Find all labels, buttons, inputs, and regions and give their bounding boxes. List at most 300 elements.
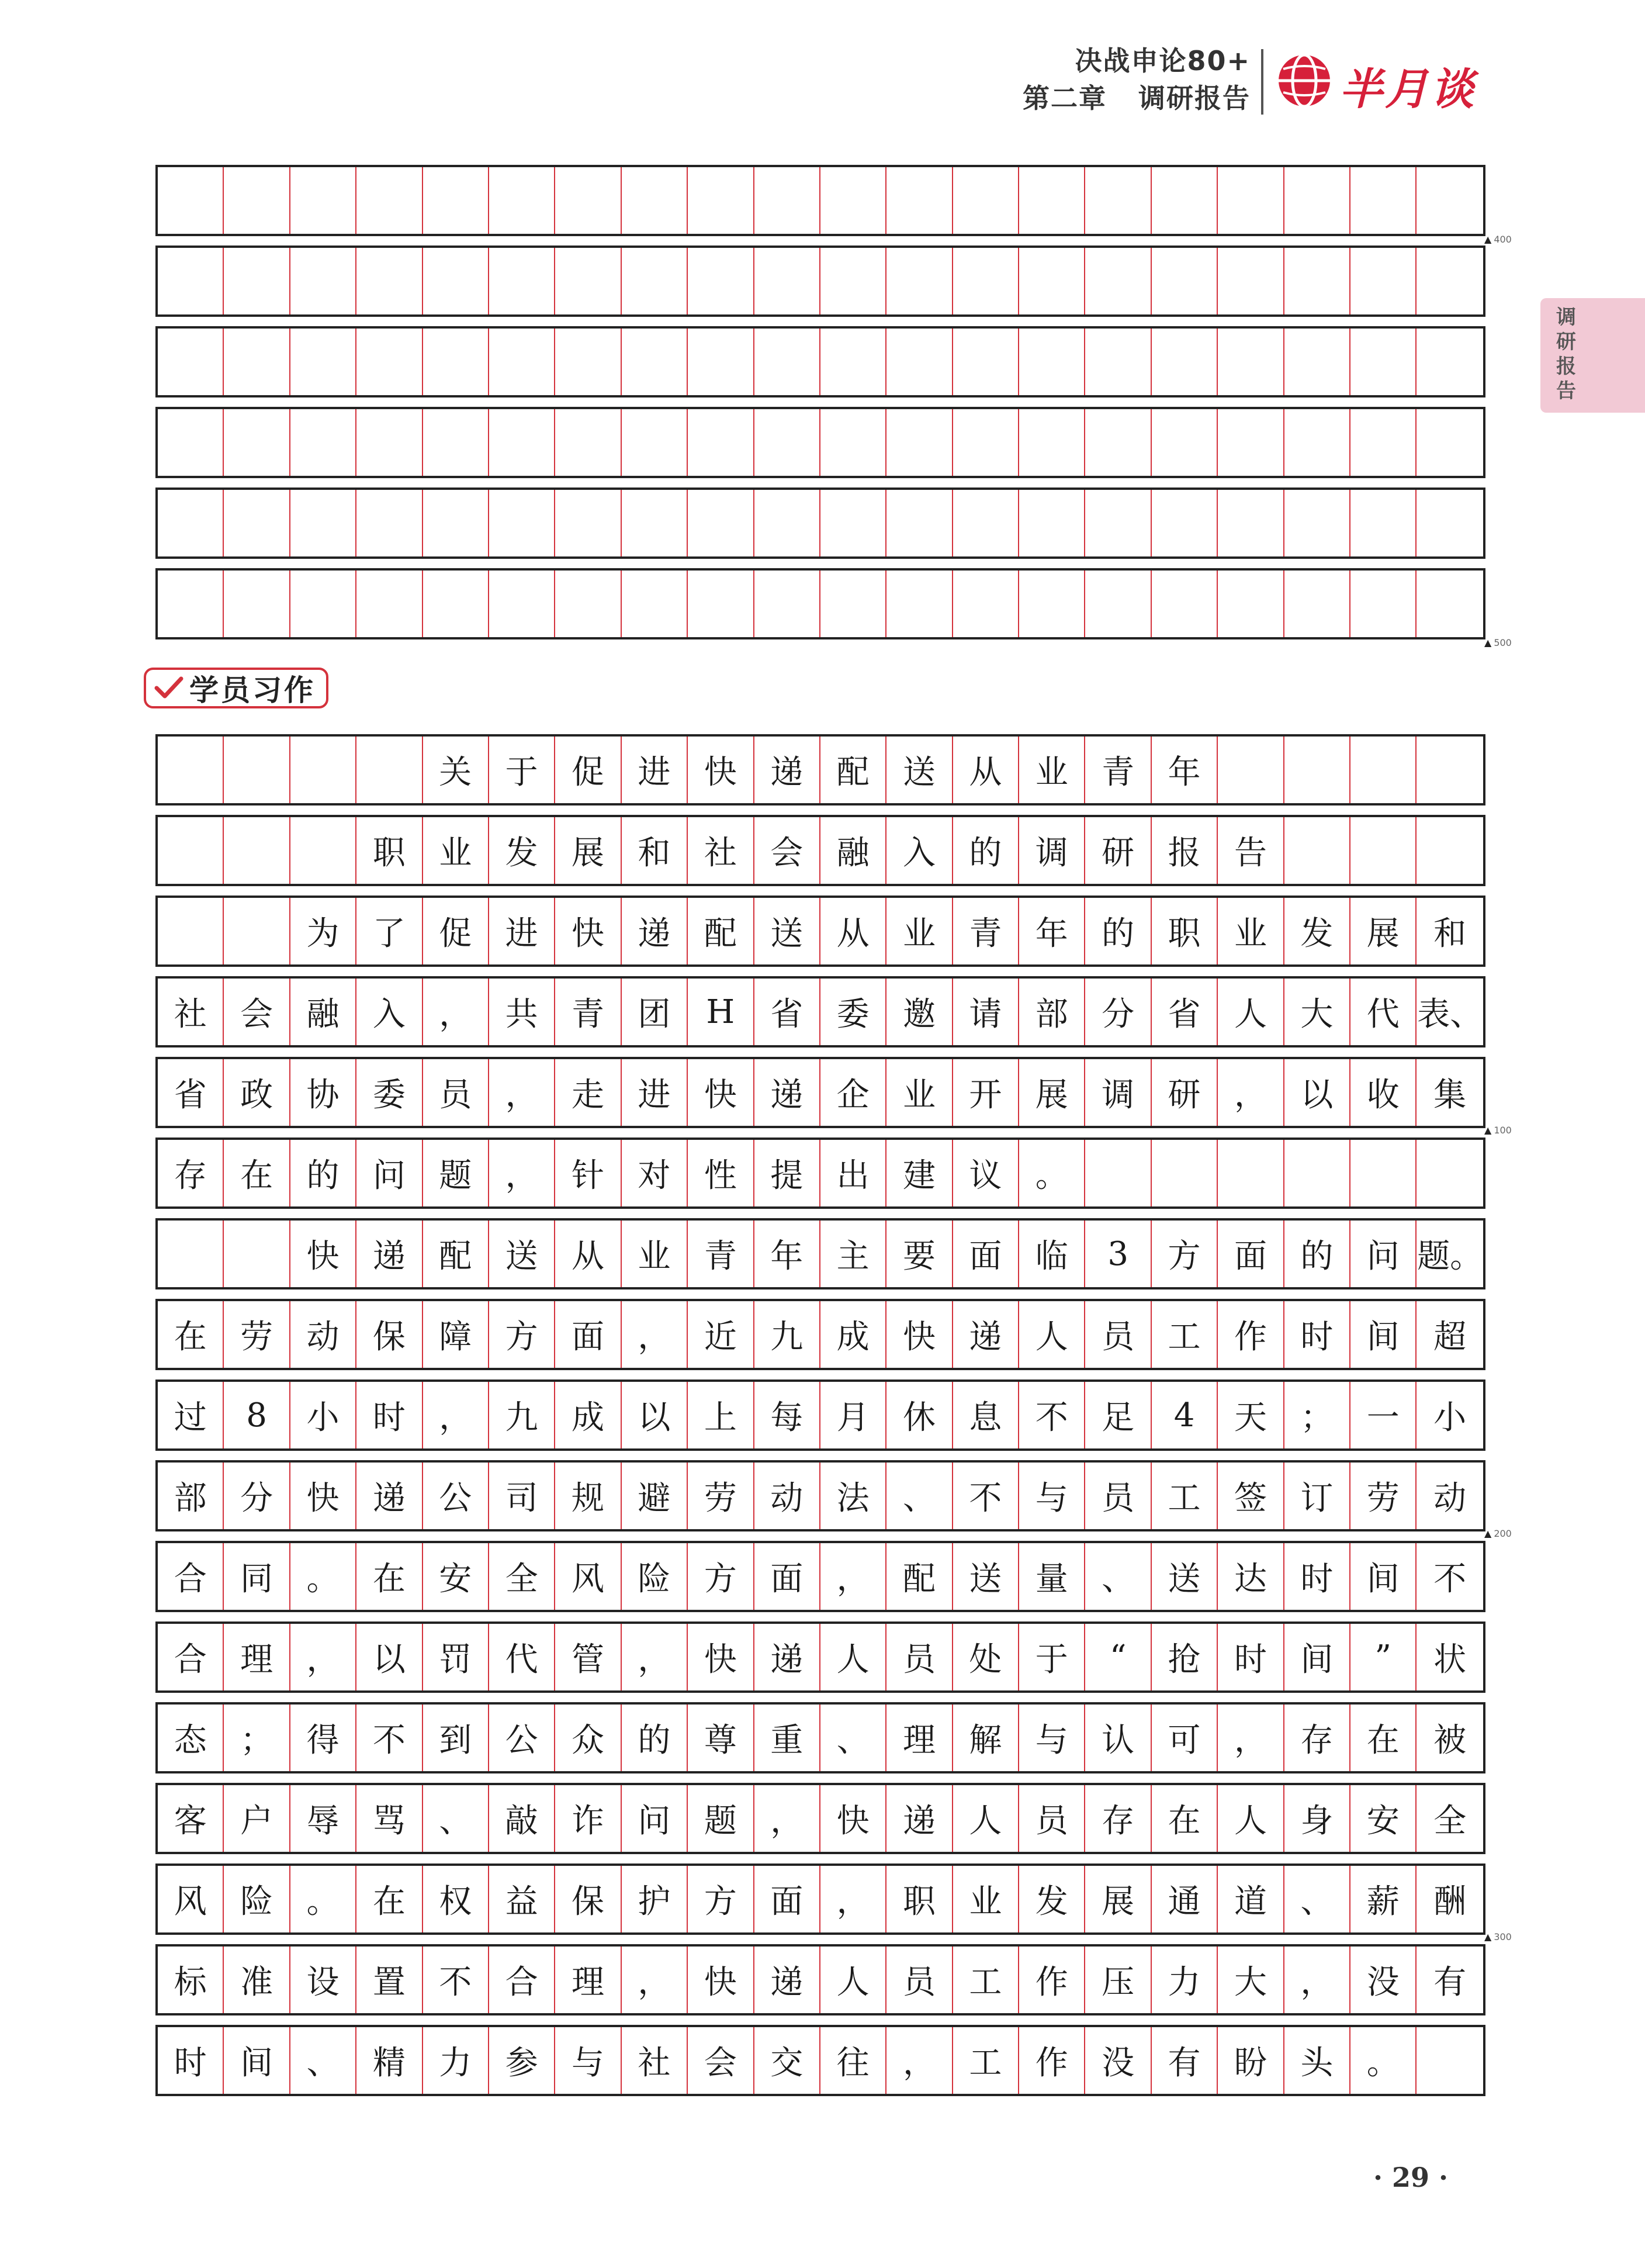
grid-cell: 与 xyxy=(555,2027,621,2094)
grid-cell: 在 xyxy=(356,1866,422,1932)
grid-cell: 建 xyxy=(886,1140,953,1206)
grid-cell: 3 xyxy=(1085,1221,1151,1287)
grid-cell xyxy=(688,167,754,234)
grid-cell: 会 xyxy=(754,817,820,884)
grid-cell: 管 xyxy=(555,1624,621,1690)
grid-cell: 没 xyxy=(1085,2027,1151,2094)
grid-cell: 青 xyxy=(953,898,1019,964)
grid-cell: 有 xyxy=(1152,2027,1218,2094)
page-number xyxy=(1373,2162,1448,2193)
word-count-marker: ▲ 400 xyxy=(1484,234,1512,245)
grid-cell xyxy=(622,409,688,476)
grid-cell: 年 xyxy=(1152,737,1218,803)
grid-cell: 提 xyxy=(754,1140,820,1206)
grid-cell xyxy=(356,167,422,234)
grid-cell xyxy=(1218,329,1284,395)
grid-cell: 递 xyxy=(754,1624,820,1690)
grid-cell: 调 xyxy=(1019,817,1085,884)
grid-cell: 人 xyxy=(1218,979,1284,1045)
grid-cell: 方 xyxy=(688,1543,754,1610)
grid-cell: 共 xyxy=(489,979,555,1045)
grid-cell: 不 xyxy=(356,1705,422,1771)
grid-cell xyxy=(158,1221,224,1287)
grid-cell: 青 xyxy=(555,979,621,1045)
grid-cell xyxy=(1350,490,1417,556)
grid-cell: 展 xyxy=(1019,1059,1085,1126)
grid-cell xyxy=(1152,329,1218,395)
grid-cell: ； xyxy=(1284,1382,1350,1448)
grid-cell xyxy=(1218,409,1284,476)
grid-cell: 不 xyxy=(953,1463,1019,1529)
grid-cell xyxy=(158,167,224,234)
grid-cell xyxy=(1284,490,1350,556)
grid-cell: 在 xyxy=(1152,1785,1218,1852)
grid-cell: 避 xyxy=(622,1463,688,1529)
grid-cell xyxy=(1085,1140,1151,1206)
grid-cell: 递 xyxy=(953,1301,1019,1368)
grid-cell: 快 xyxy=(688,1624,754,1690)
grid-cell: 处 xyxy=(953,1624,1019,1690)
grid-cell: 存 xyxy=(1085,1785,1151,1852)
grid-cell: 劳 xyxy=(1350,1463,1417,1529)
grid-cell: 员 xyxy=(886,1947,953,2013)
grid-cell: 、 xyxy=(1284,1866,1350,1932)
grid-cell: 人 xyxy=(1019,1301,1085,1368)
grid-cell xyxy=(224,167,290,234)
grid-cell: 法 xyxy=(820,1463,886,1529)
grid-cell xyxy=(953,490,1019,556)
grid-cell: 调 xyxy=(1085,1059,1151,1126)
grid-cell: 递 xyxy=(754,1947,820,2013)
grid-cell xyxy=(622,167,688,234)
grid-cell: 规 xyxy=(555,1463,621,1529)
grid-cell: 与 xyxy=(1019,1705,1085,1771)
grid-cell xyxy=(886,167,953,234)
grid-cell: 往 xyxy=(820,2027,886,2094)
grid-cell: 面 xyxy=(1218,1221,1284,1287)
page-number-value: 29 xyxy=(1392,2162,1430,2193)
grid-row xyxy=(155,326,1485,397)
grid-cell xyxy=(423,571,489,637)
grid-cell: 在 xyxy=(158,1301,224,1368)
grid-cell: 送 xyxy=(1152,1543,1218,1610)
grid-cell: 8 xyxy=(224,1382,290,1448)
grid-cell: ， xyxy=(1218,1059,1284,1126)
grid-cell: 集 xyxy=(1433,1076,1467,1114)
grid-cell: 公 xyxy=(489,1705,555,1771)
grid-cell: 理 xyxy=(224,1624,290,1690)
grid-cell xyxy=(1019,248,1085,314)
grid-cell: 针 xyxy=(555,1140,621,1206)
grid-cell: 风 xyxy=(158,1866,224,1932)
grid-cell: 、 xyxy=(886,1463,953,1529)
grid-cell: ， xyxy=(1284,1947,1350,2013)
grid-cell: 融 xyxy=(290,979,356,1045)
grid-cell xyxy=(688,490,754,556)
grid-cell: 社 xyxy=(688,817,754,884)
grid-cell xyxy=(224,248,290,314)
grid-cell xyxy=(290,490,356,556)
grid-cell: 酬 xyxy=(1433,1883,1467,1921)
grid-cell xyxy=(886,248,953,314)
grid-cell: 告 xyxy=(1218,817,1284,884)
grid-row xyxy=(155,1944,1485,2015)
grid-cell xyxy=(356,329,422,395)
grid-cell: 快 xyxy=(886,1301,953,1368)
grid-cell xyxy=(158,817,224,884)
grid-cell: 劳 xyxy=(688,1463,754,1529)
grid-cell xyxy=(688,571,754,637)
grid-cell xyxy=(1085,409,1151,476)
grid-cell: 送 xyxy=(754,898,820,964)
grid-cell: 递 xyxy=(356,1463,422,1529)
grid-cell: 业 xyxy=(886,898,953,964)
grid-cell: 有 xyxy=(1433,1963,1467,2001)
grid-cell: 主 xyxy=(820,1221,886,1287)
grid-cell xyxy=(1417,2027,1483,2094)
grid-cell: 以 xyxy=(622,1382,688,1448)
grid-cell: 方 xyxy=(1152,1221,1218,1287)
grid-cell: 、 xyxy=(423,1785,489,1852)
grid-cell: 全 xyxy=(489,1543,555,1610)
grid-cell: 准 xyxy=(224,1947,290,2013)
grid-cell: 的 xyxy=(622,1705,688,1771)
grid-cell: 过 xyxy=(158,1382,224,1448)
grid-cell: 分 xyxy=(1085,979,1151,1045)
grid-cell xyxy=(1085,571,1151,637)
word-count-marker: ▲ 100 xyxy=(1484,1125,1512,1136)
grid-cell: 户 xyxy=(224,1785,290,1852)
grid-cell: 认 xyxy=(1085,1705,1151,1771)
grid-cell: 力 xyxy=(1152,1947,1218,2013)
grid-cell: 入 xyxy=(886,817,953,884)
grid-row xyxy=(155,815,1485,886)
grid-cell: 抢 xyxy=(1152,1624,1218,1690)
grid-cell: 于 xyxy=(489,737,555,803)
grid-cell xyxy=(1350,817,1417,884)
grid-cell: 作 xyxy=(1019,1947,1085,2013)
section-tag xyxy=(144,668,328,708)
grid-cell: 的 xyxy=(953,817,1019,884)
grid-cell: 月 xyxy=(820,1382,886,1448)
grid-cell: 快 xyxy=(688,1059,754,1126)
grid-cell: 性 xyxy=(688,1140,754,1206)
grid-cell: 入 xyxy=(356,979,422,1045)
grid-cell: 九 xyxy=(489,1382,555,1448)
grid-cell: 关 xyxy=(423,737,489,803)
grid-cell: 间 xyxy=(1350,1543,1417,1610)
grid-cell: 社 xyxy=(622,2027,688,2094)
grid-cell: 员 xyxy=(1019,1785,1085,1852)
grid-cell: 订 xyxy=(1284,1463,1350,1529)
grid-cell xyxy=(290,817,356,884)
grid-row xyxy=(155,407,1485,478)
grid-cell: 合 xyxy=(489,1947,555,2013)
grid-cell: 。 xyxy=(290,1543,356,1610)
grid-cell xyxy=(1152,248,1218,314)
grid-cell: 快 xyxy=(290,1221,356,1287)
grid-cell xyxy=(1019,329,1085,395)
grid-cell xyxy=(1284,329,1350,395)
grid-cell: 开 xyxy=(953,1059,1019,1126)
grid-cell: 发 xyxy=(489,817,555,884)
grid-cell: 被 xyxy=(1433,1721,1467,1759)
book-title: 决战申论80+ xyxy=(1075,45,1251,77)
grid-cell: 团 xyxy=(622,979,688,1045)
grid-cell: 劳 xyxy=(224,1301,290,1368)
grid-cell xyxy=(1218,1140,1284,1206)
grid-cell: 研 xyxy=(1152,1059,1218,1126)
grid-cell: 。 xyxy=(1019,1140,1085,1206)
grid-cell: 题 xyxy=(688,1785,754,1852)
grid-cell xyxy=(1350,167,1417,234)
grid-cell: 和 xyxy=(622,817,688,884)
grid-cell xyxy=(820,167,886,234)
grid-cell xyxy=(224,898,290,964)
grid-cell: 递 xyxy=(754,1059,820,1126)
grid-cell: 业 xyxy=(1019,737,1085,803)
grid-cell xyxy=(1350,248,1417,314)
grid-cell: 时 xyxy=(1284,1543,1350,1610)
grid-row xyxy=(155,1541,1485,1612)
grid-row xyxy=(155,568,1485,639)
grid-cell xyxy=(1284,167,1350,234)
grid-cell: 盼 xyxy=(1218,2027,1284,2094)
grid-cell: 发 xyxy=(1284,898,1350,964)
grid-row xyxy=(155,976,1485,1047)
grid-cell xyxy=(489,571,555,637)
grid-cell xyxy=(953,409,1019,476)
grid-cell xyxy=(953,329,1019,395)
word-count-marker: ▲ 500 xyxy=(1484,637,1512,648)
grid-cell: 超 xyxy=(1433,1318,1467,1356)
grid-cell: 足 xyxy=(1085,1382,1151,1448)
grid-cell: 送 xyxy=(489,1221,555,1287)
grid-cell: 参 xyxy=(489,2027,555,2094)
chapter-side-tab xyxy=(1540,298,1645,413)
grid-cell: 员 xyxy=(886,1624,953,1690)
grid-cell xyxy=(290,571,356,637)
grid-cell: 时 xyxy=(158,2027,224,2094)
grid-cell xyxy=(1218,167,1284,234)
grid-cell: 签 xyxy=(1218,1463,1284,1529)
grid-cell: 时 xyxy=(1284,1301,1350,1368)
grid-cell: 会 xyxy=(688,2027,754,2094)
grid-cell xyxy=(688,248,754,314)
grid-cell: 企 xyxy=(820,1059,886,1126)
grid-cell: 。 xyxy=(1350,2027,1417,2094)
grid-cell: 天 xyxy=(1218,1382,1284,1448)
grid-cell xyxy=(754,409,820,476)
grid-cell xyxy=(754,490,820,556)
grid-cell xyxy=(1417,409,1483,476)
grid-cell xyxy=(1284,409,1350,476)
grid-cell: 收 xyxy=(1350,1059,1417,1126)
page-number-dot-left: · xyxy=(1373,2162,1393,2193)
grid-cell: 人 xyxy=(953,1785,1019,1852)
grid-cell: 从 xyxy=(555,1221,621,1287)
grid-cell: 表、 xyxy=(1417,995,1483,1033)
grid-cell: 快 xyxy=(290,1463,356,1529)
grid-cell xyxy=(489,167,555,234)
grid-cell: 护 xyxy=(622,1866,688,1932)
grid-cell xyxy=(489,248,555,314)
grid-cell xyxy=(1218,737,1284,803)
grid-cell: 配 xyxy=(820,737,886,803)
grid-cell: ， xyxy=(290,1624,356,1690)
grid-cell: 达 xyxy=(1218,1543,1284,1610)
grid-cell: 和 xyxy=(1433,915,1467,953)
grid-cell: 间 xyxy=(1350,1301,1417,1368)
globe-icon xyxy=(1275,51,1334,110)
grid-cell: 的 xyxy=(1284,1221,1350,1287)
grid-cell xyxy=(224,1221,290,1287)
grid-cell xyxy=(224,737,290,803)
grid-cell: 报 xyxy=(1152,817,1218,884)
grid-cell: “ xyxy=(1085,1624,1151,1690)
grid-cell xyxy=(1019,167,1085,234)
grid-cell: 在 xyxy=(1350,1705,1417,1771)
grid-cell: 4 xyxy=(1152,1382,1218,1448)
grid-row xyxy=(155,896,1485,967)
grid-cell: 与 xyxy=(1019,1463,1085,1529)
grid-cell: 进 xyxy=(489,898,555,964)
grid-cell: 不 xyxy=(1019,1382,1085,1448)
grid-cell: 状 xyxy=(1433,1641,1467,1679)
grid-cell: 、 xyxy=(1085,1543,1151,1610)
grid-cell: 面 xyxy=(953,1221,1019,1287)
grid-cell: 促 xyxy=(423,898,489,964)
grid-cell: 解 xyxy=(953,1705,1019,1771)
grid-cell xyxy=(820,329,886,395)
grid-cell xyxy=(423,490,489,556)
grid-cell xyxy=(1417,571,1483,637)
grid-cell: 省 xyxy=(158,1059,224,1126)
grid-cell xyxy=(1019,571,1085,637)
grid-cell xyxy=(158,490,224,556)
grid-cell: 工 xyxy=(953,1947,1019,2013)
grid-cell: 部 xyxy=(158,1463,224,1529)
grid-cell: 青 xyxy=(688,1221,754,1287)
grid-cell: 动 xyxy=(1433,1479,1467,1517)
grid-cell xyxy=(1085,167,1151,234)
grid-cell: 临 xyxy=(1019,1221,1085,1287)
grid-cell: 得 xyxy=(290,1705,356,1771)
grid-row xyxy=(155,1380,1485,1451)
grid-cell: 作 xyxy=(1218,1301,1284,1368)
grid-cell xyxy=(1350,571,1417,637)
grid-cell xyxy=(158,737,224,803)
grid-cell: 权 xyxy=(423,1866,489,1932)
grid-cell: 递 xyxy=(622,898,688,964)
grid-cell: 业 xyxy=(622,1221,688,1287)
grid-row xyxy=(155,488,1485,559)
grid-cell xyxy=(953,571,1019,637)
grid-cell: 全 xyxy=(1433,1802,1467,1840)
grid-cell xyxy=(1152,490,1218,556)
grid-cell xyxy=(1417,167,1483,234)
grid-cell: 协 xyxy=(290,1059,356,1126)
grid-cell: 同 xyxy=(224,1543,290,1610)
grid-cell xyxy=(356,248,422,314)
grid-cell: 敲 xyxy=(489,1785,555,1852)
grid-cell: 社 xyxy=(158,979,224,1045)
grid-cell xyxy=(224,490,290,556)
grid-cell: 大 xyxy=(1218,1947,1284,2013)
grid-cell: ， xyxy=(754,1785,820,1852)
grid-cell xyxy=(489,490,555,556)
grid-cell: 交 xyxy=(754,2027,820,2094)
grid-cell: 配 xyxy=(886,1543,953,1610)
grid-cell: 身 xyxy=(1284,1785,1350,1852)
grid-cell xyxy=(820,490,886,556)
grid-cell: 送 xyxy=(886,737,953,803)
grid-cell xyxy=(290,409,356,476)
grid-cell xyxy=(489,329,555,395)
grid-cell xyxy=(1218,248,1284,314)
grid-cell: 公 xyxy=(423,1463,489,1529)
grid-cell xyxy=(886,490,953,556)
grid-cell xyxy=(1284,1140,1350,1206)
grid-cell xyxy=(1284,571,1350,637)
grid-cell: 作 xyxy=(1019,2027,1085,2094)
grid-cell xyxy=(224,329,290,395)
grid-cell: 力 xyxy=(423,2027,489,2094)
chapter-number: 第二章 xyxy=(1022,82,1107,114)
brand-logo xyxy=(1275,50,1521,115)
grid-cell xyxy=(1085,329,1151,395)
grid-row xyxy=(155,734,1485,805)
grid-cell: 大 xyxy=(1284,979,1350,1045)
grid-cell: 险 xyxy=(622,1543,688,1610)
grid-cell: 、 xyxy=(290,2027,356,2094)
header-divider xyxy=(1261,49,1263,115)
grid-cell xyxy=(158,898,224,964)
grid-cell: 人 xyxy=(820,1624,886,1690)
grid-row xyxy=(155,1138,1485,1209)
grid-cell xyxy=(1350,1140,1417,1206)
word-count-marker: ▲ 300 xyxy=(1484,1931,1512,1942)
header-titles xyxy=(1005,42,1251,117)
grid-cell xyxy=(1284,737,1350,803)
grid-cell: ， xyxy=(622,1624,688,1690)
grid-cell: 对 xyxy=(622,1140,688,1206)
grid-cell: 方 xyxy=(489,1301,555,1368)
grid-cell: 送 xyxy=(953,1543,1019,1610)
grid-cell xyxy=(1019,409,1085,476)
grid-cell: 职 xyxy=(356,817,422,884)
grid-cell: 业 xyxy=(1218,898,1284,964)
grid-cell: 委 xyxy=(356,1059,422,1126)
grid-cell xyxy=(555,409,621,476)
grid-cell: 年 xyxy=(754,1221,820,1287)
grid-cell: 展 xyxy=(1350,898,1417,964)
grid-cell: 会 xyxy=(224,979,290,1045)
check-icon xyxy=(154,675,183,701)
grid-cell xyxy=(754,167,820,234)
grid-cell: 进 xyxy=(622,1059,688,1126)
grid-cell: ， xyxy=(423,1382,489,1448)
grid-cell: 工 xyxy=(1152,1301,1218,1368)
grid-cell: 精 xyxy=(356,2027,422,2094)
grid-cell xyxy=(1417,817,1483,884)
grid-cell: ， xyxy=(820,1543,886,1610)
grid-cell: 息 xyxy=(953,1382,1019,1448)
grid-cell: 以 xyxy=(1284,1059,1350,1126)
grid-cell: ， xyxy=(622,1301,688,1368)
grid-cell: 置 xyxy=(356,1947,422,2013)
grid-cell xyxy=(224,571,290,637)
